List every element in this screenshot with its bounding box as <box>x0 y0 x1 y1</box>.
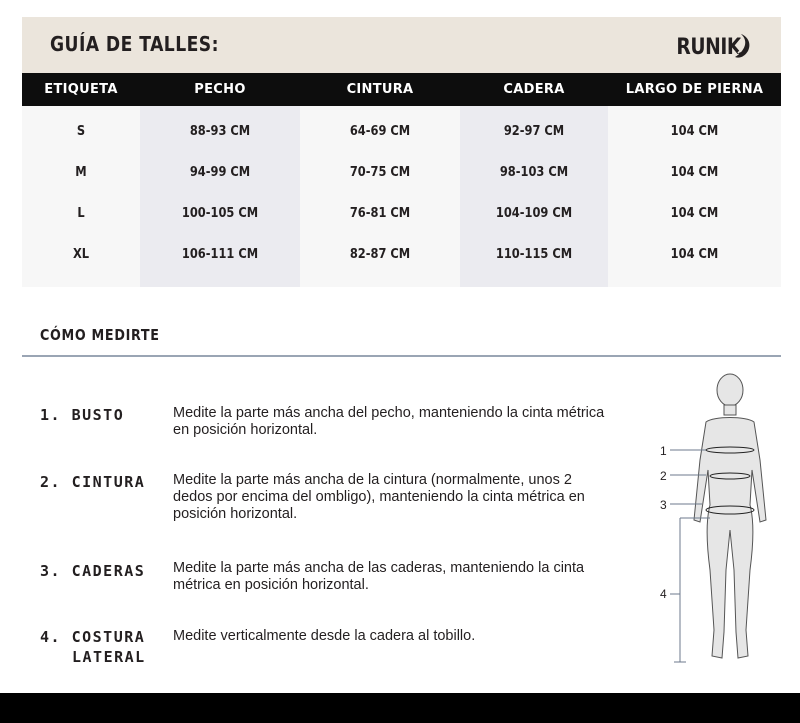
table-cell: 110-115 CM <box>495 247 573 262</box>
step-label-side-seam: 4. COSTURA LATERAL <box>40 628 146 666</box>
column-header-leg-length: LARGO DE PIERNA <box>625 82 764 97</box>
footer-bar <box>0 693 800 723</box>
table-cell: 98-103 CM <box>499 165 569 180</box>
step-text-hips: Medite la parte más ancha de las caderas, manteniendo la cinta métrica en posición horizontal. <box>173 560 585 593</box>
body-silhouette-icon <box>654 370 774 670</box>
table-cell: 92-97 CM <box>503 124 565 139</box>
table-cell: 88-93 CM <box>189 124 251 139</box>
table-cell: 104 CM <box>670 247 719 262</box>
table-cell: 104 CM <box>670 165 719 180</box>
table-cell: 82-87 CM <box>349 247 411 262</box>
figure-number-1: 1 <box>660 444 667 458</box>
figure-number-4: 4 <box>660 587 667 601</box>
runik-logo <box>663 31 753 61</box>
column-header-label: ETIQUETA <box>44 82 118 97</box>
table-cell: L <box>77 206 85 221</box>
column-header-waist: CINTURA <box>346 82 414 97</box>
step-text-waist: Medite la parte más ancha de la cintura (normalmente, unos 2 dedos por encima del ombligo), manteniendo la cinta métrica en posición horizontal. <box>173 472 585 522</box>
table-cell: 100-105 CM <box>181 206 259 221</box>
step-label-waist: 2. CINTURA <box>40 473 146 491</box>
size-guide-header <box>22 17 781 73</box>
table-cell: 104 CM <box>670 206 719 221</box>
table-cell: S <box>76 124 86 139</box>
column-header-chest: PECHO <box>194 82 246 97</box>
logo-mark-icon <box>731 31 753 61</box>
step-label-hips: 3. CADERAS <box>40 562 146 580</box>
column-header-hip: CADERA <box>503 82 565 97</box>
table-cell: 104-109 CM <box>495 206 573 221</box>
size-table-header <box>22 73 781 106</box>
table-cell: M <box>75 165 87 180</box>
logo-text: RUNIK <box>676 35 741 60</box>
size-table-body <box>22 106 781 287</box>
table-cell: 64-69 CM <box>349 124 411 139</box>
table-cell: 94-99 CM <box>189 165 251 180</box>
body-measurement-figure <box>654 370 774 670</box>
section-title-how-to-measure: CÓMO MEDIRTE <box>40 326 160 344</box>
step-label-bust: 1. BUSTO <box>40 406 125 424</box>
figure-number-2: 2 <box>660 469 667 483</box>
page-title: GUÍA DE TALLES: <box>50 32 219 56</box>
table-cell: 76-81 CM <box>349 206 411 221</box>
step-text-bust: Medite la parte más ancha del pecho, manteniendo la cinta métrica en posición horizontal. <box>173 405 605 438</box>
step-text-side-seam: Medite verticalmente desde la cadera al tobillo. <box>173 628 476 644</box>
figure-number-3: 3 <box>660 498 667 512</box>
table-cell: 70-75 CM <box>349 165 411 180</box>
table-cell: 104 CM <box>670 124 719 139</box>
section-divider <box>22 355 781 357</box>
table-cell: XL <box>72 247 90 262</box>
table-cell: 106-111 CM <box>181 247 259 262</box>
